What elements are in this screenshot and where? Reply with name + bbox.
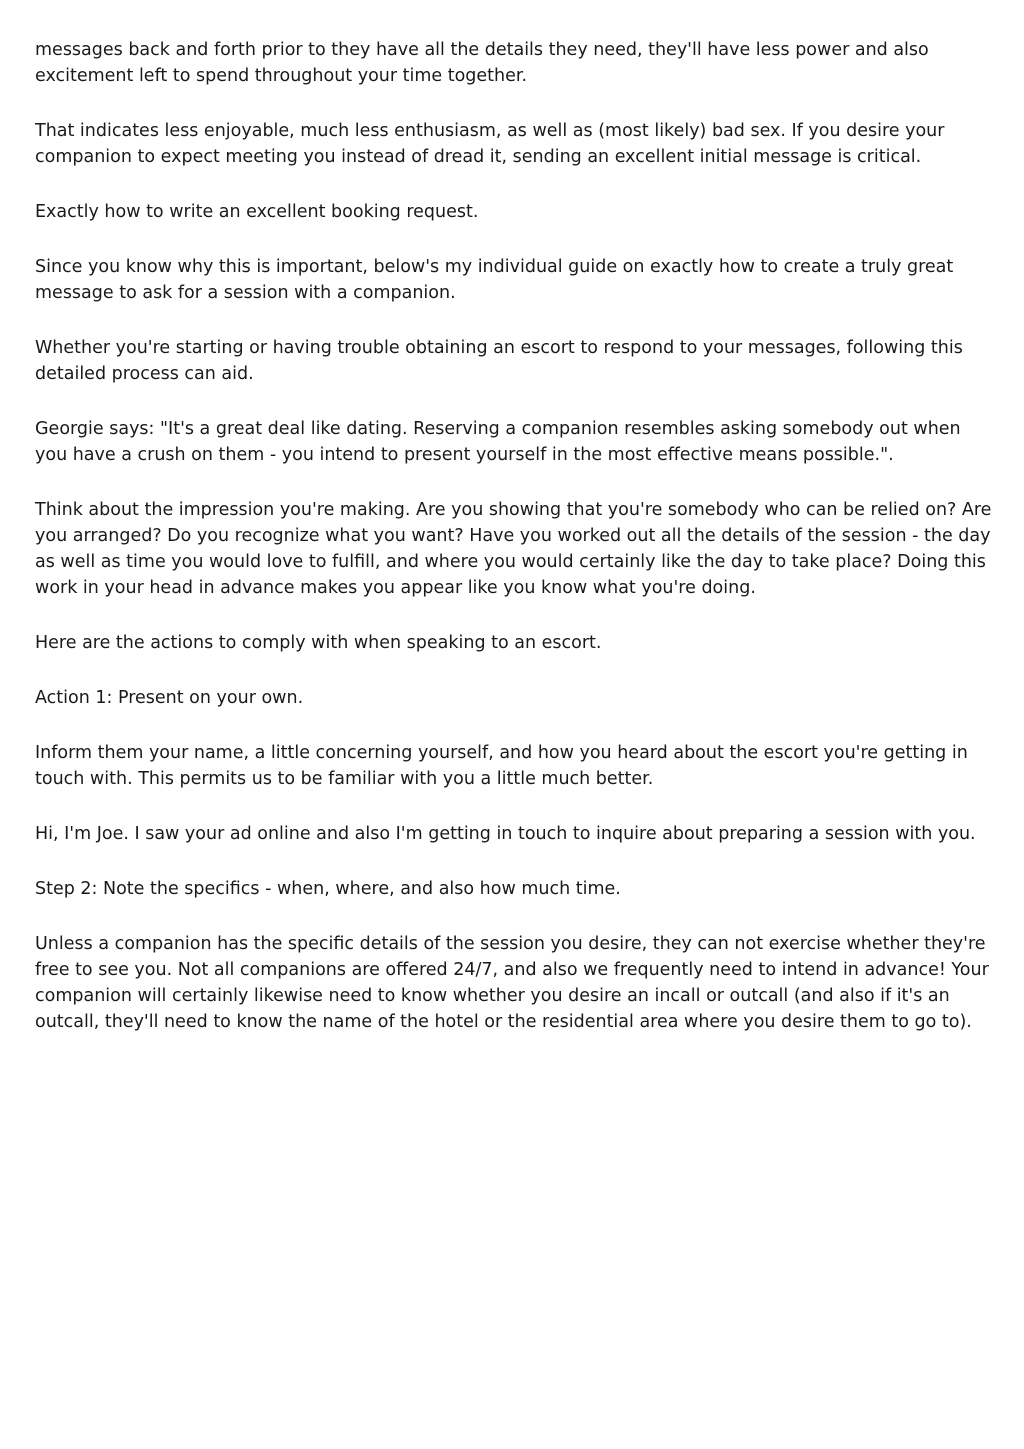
paragraph-3-heading: Exactly how to write an excellent booking request.	[35, 202, 479, 222]
paragraph-4: Since you know why this is important, below's my individual guide on exactly how to create a truly great message to ask for a session with a companion.	[35, 257, 954, 303]
paragraph-2: That indicates less enjoyable, much less enthusiasm, as well as (most likely) bad sex. If you desire your companion to expect meeting you instead of dread it, sending an excellent initial message is critical.	[35, 121, 945, 167]
paragraph-12-step-2: Step 2: Note the specifics - when, where, and also how much time.	[35, 879, 621, 899]
paragraph-13: Unless a companion has the specific details of the session you desire, they can not exercise whether they're free to see you. Not all companions are offered 24/7, and also we frequently need to intend in advance! Your companion will certainly likewise need to know whether you desire an incall or outcall (and also if it's an outcall, they'll need to know the name of the hotel or the residential area where you desire them to go to).	[35, 934, 989, 1032]
paragraph-6-quote: Georgie says: "It's a great deal like dating. Reserving a companion resembles asking somebody out when you have a crush on them - you intend to present yourself in the most effective means possible.".	[35, 419, 961, 465]
paragraph-10: Inform them your name, a little concerning yourself, and how you heard about the escort you're getting in touch with. This permits us to be familiar with you a little much better.	[35, 743, 968, 789]
paragraph-9-step-1: Action 1: Present on your own.	[35, 688, 304, 708]
document-body	[35, 37, 995, 1064]
paragraph-5: Whether you're starting or having trouble obtaining an escort to respond to your messages, following this detailed process can aid.	[35, 338, 963, 384]
paragraph-7: Think about the impression you're making. Are you showing that you're somebody who can be relied on? Are you arranged? Do you recognize what you want? Have you worked out all the details of the session - the day as well as time you would love to fulfill, and where you would certainly like the day to take place? Doing this work in your head in advance makes you appear like you know what you're doing.	[35, 500, 992, 598]
paragraph-8: Here are the actions to comply with when speaking to an escort.	[35, 633, 602, 653]
paragraph-1: messages back and forth prior to they have all the details they need, they'll have less power and also excitement left to spend throughout your time together.	[35, 40, 929, 86]
paragraph-11-example: Hi, I'm Joe. I saw your ad online and also I'm getting in touch to inquire about preparing a session with you.	[35, 824, 976, 844]
